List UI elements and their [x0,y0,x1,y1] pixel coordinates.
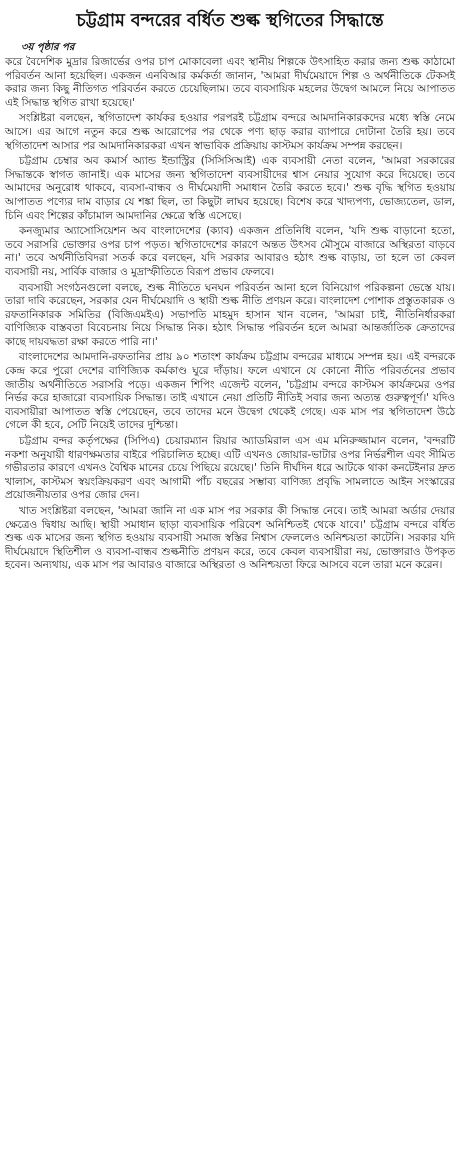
article-paragraph: বাংলাদেশের আমদানি-রফতানির প্রায় ৯০ শতাংশ কার্যক্রম চট্টগ্রাম বন্দরের মাধ্যমে সম্পন্ন হয়। এই বন্দরকে কেন্দ্র করে পুরো দেশের বাণিজ্যিক কর্মকাণ্ড ঘুরে দাঁড়ায়। ফলে এখানে যে কোনো নীতি পরিবর্তনের প্রভাব জাতীয় অর্থনীতিতে সরাসরি পড়ে। একজন শিপিং এজেন্ট বলেন, 'চট্টগ্রাম বন্দরে কাস্টমস কার্যক্রমের ওপর নির্ভর করে হাজারো ব্যবসায়িক সিদ্ধান্ত। তাই এখানে নেয়া প্রতিটি নীতিই সবার জন্য অত্যন্ত গুরুত্বপূর্ণ।' যদিও ব্যবসায়ীরা আপাতত স্বস্তি পেয়েছেন, তবে তাদের মনে উদ্বেগ থেকেই গেছে। এক মাস পর স্থগিতাদেশ উঠে গেলে কী হবে, সেটি নিয়েই তাদের দুশ্চিন্তা। [5,351,455,432]
continued-from-label: ৩য় পৃষ্ঠার পর [21,42,75,53]
article-paragraph: খাত সংশ্লিষ্টরা বলছেন, 'আমরা জানি না এক মাস পর সরকার কী সিদ্ধান্ত নেবে। তাই আমরা অর্ডার দেয়ার ক্ষেত্রেও দ্বিধায় আছি। স্থায়ী সমাধান ছাড়া ব্যবসায়িক পরিবেশ অনিশ্চিতই থেকে যাবে।' চট্টগ্রাম বন্দরে বর্ধিত শুল্ক এক মাসের জন্য স্থগিত হওয়ায় ব্যবসায়ী সমাজ স্বস্তির নিশ্বাস ফেললেও অনিশ্চয়তা কাটেনি। সরকার যদি দীর্ঘমেয়াদে স্থিতিশীল ও ব্যবসা-বান্ধব শুল্কনীতি প্রণয়ন করে, তবে কেবল ব্যবসায়ীরা নয়, ভোক্তারাও উপকৃত হবেন। অন্যথায়, এক মাস পর আবারও বাজারে অস্থিরতা ও অনিশ্চয়তা ফিরে আসবে বলে তারা মনে করেন। [5,505,455,572]
article-paragraph: চট্টগ্রাম চেম্বার অব কমার্স অ্যান্ড ইন্ডাস্ট্রির (সিসিসিআই) এক ব্যবসায়ী নেতা বলেন, 'আমরা সরকারের সিদ্ধান্তকে স্বাগত জানাই। এক মাসের জন্য স্থগিতাদেশ ব্যবসায়ীদের শ্বাস নেয়ার সুযোগ করে দিয়েছে। তবে আমাদের অনুরোধ থাকবে, ব্যবসা-বান্ধব ও দীর্ঘমেয়াদী সমাধান তৈরি করতে হবে।' শুল্ক বৃদ্ধি স্থগিত হওয়ায় আপাতত পণ্যের দাম বাড়ার যে শঙ্কা ছিল, তা কিছুটা লাঘব হয়েছে। বিশেষ করে খাদ্যপণ্য, ভোজ্যতেল, ডাল, চিনি এবং শিল্পের কাঁচামাল আমদানির ক্ষেত্রে স্বস্তি এসেছে। [5,155,455,222]
article-paragraph: সংশ্লিষ্টরা বলছেন, স্থগিতাদেশ কার্যকর হওয়ার পরপরই চট্টগ্রাম বন্দরে আমদানিকারকদের মধ্যে স্বস্তি নেমে আসে। এর আগে নতুন করে শুল্ক আরোপের পর থেকে পণ্য ছাড় করার ব্যাপারে দোটানা তৈরি হয়। তবে স্থগিতাদেশ আসার পর আমদানিকারকরা এখন স্বাভাবিক প্রক্রিয়ায় কাস্টমস কার্যক্রম সম্পন্ন করছেন। [5,112,455,152]
article-paragraph: চট্টগ্রাম বন্দর কর্তৃপক্ষের (সিপিএ) চেয়ারম্যান রিয়ার অ্যাডমিরাল এস এম মনিরুজ্জামান বলেন, 'বন্দরটি নকশা অনুযায়ী ধারণক্ষমতার বাইরে পরিচালিত হচ্ছে। এটি এখনও জোয়ার-ভাটার ওপর নির্ভরশীল এবং সীমিত গভীরতার কারণে এখনও বৈশ্বিক মানের চেয়ে পিছিয়ে রয়েছে।' তিনি দীর্ঘদিন ধরে আটকে থাকা কনটেইনার দ্রুত খালাস, কাস্টমস স্বয়ংক্রিয়করণ এবং আগামী পাঁচ বছরের সম্ভাব্য বাণিজ্য প্রবৃদ্ধি সামলাতে আইন সংস্কারের প্রয়োজনীয়তার ওপর জোর দেন। [5,435,455,502]
article-paragraph: ব্যবসায়ী সংগঠনগুলো বলছে, শুল্ক নীতিতে ঘনঘন পরিবর্তন আনা হলে বিনিয়োগ পরিকল্পনা ভেস্তে যায়। তারা দাবি করেছেন, সরকার যেন দীর্ঘমেয়াদি ও স্থায়ী শুল্ক নীতি প্রণয়ন করে। বাংলাদেশ পোশাক প্রস্তুতকারক ও রফতানিকারক সমিতির (বিজিএমইএ) সভাপতি মাহমুদ হাসান খান বলেন, 'আমরা চাই, নীতিনির্ধারকরা বাণিজ্যিক বাস্তবতা বিবেচনায় নিয়ে সিদ্ধান্ত নিক। হঠাৎ সিদ্ধান্ত পরিবর্তন হলে আমরা আন্তর্জাতিক ক্রেতাদের কাছে দায়বদ্ধতা রক্ষা করতে পারি না।' [5,281,455,348]
article-body [5,56,455,573]
article-paragraph: কনজ্যুমার অ্যাসোসিয়েশন অব বাংলাদেশের (ক্যাব) একজন প্রতিনিধি বলেন, 'যদি শুল্ক বাড়ানো হতো, তবে সরাসরি ভোক্তার ওপর চাপ পড়ত। স্থগিতাদেশের কারণে অন্তত উৎসব মৌসুমে বাজারে অস্থিরতা বাড়বে না।' তবে অর্থনীতিবিদরা সতর্ক করে বলছেন, যদি সরকার আবারও হঠাৎ শুল্ক বাড়ায়, তা হলে তা কেবল ব্যবসায়ী নয়, সার্বিক বাজার ও মুদ্রাস্ফীতিতে বিরূপ প্রভাব ফেলবে। [5,225,455,278]
article-headline: চট্টগ্রাম বন্দরের বর্ধিত শুল্ক স্থগিতের সিদ্ধান্তে [76,11,384,31]
article-paragraph: করে বৈদেশিক মুদ্রার রিজার্ভের ওপর চাপ মোকাবেলা এবং স্থানীয় শিল্পকে উৎসাহিত করার জন্য শুল্ক কাঠামো পরিবর্তন আনা হয়েছিল। একজন এনবিআর কর্মকর্তা জানান, 'আমরা দীর্ঘমেয়াদে শিল্প ও অর্থনীতিকে টেকসই করার জন্য কিছু নীতিগত পরিবর্তন করতে চেয়েছিলাম। তবে ব্যবসায়িক মহলের উদ্বেগ আমলে নিয়ে আপাতত এই সিদ্ধান্ত স্থগিত রাখা হয়েছে।' [5,56,455,109]
